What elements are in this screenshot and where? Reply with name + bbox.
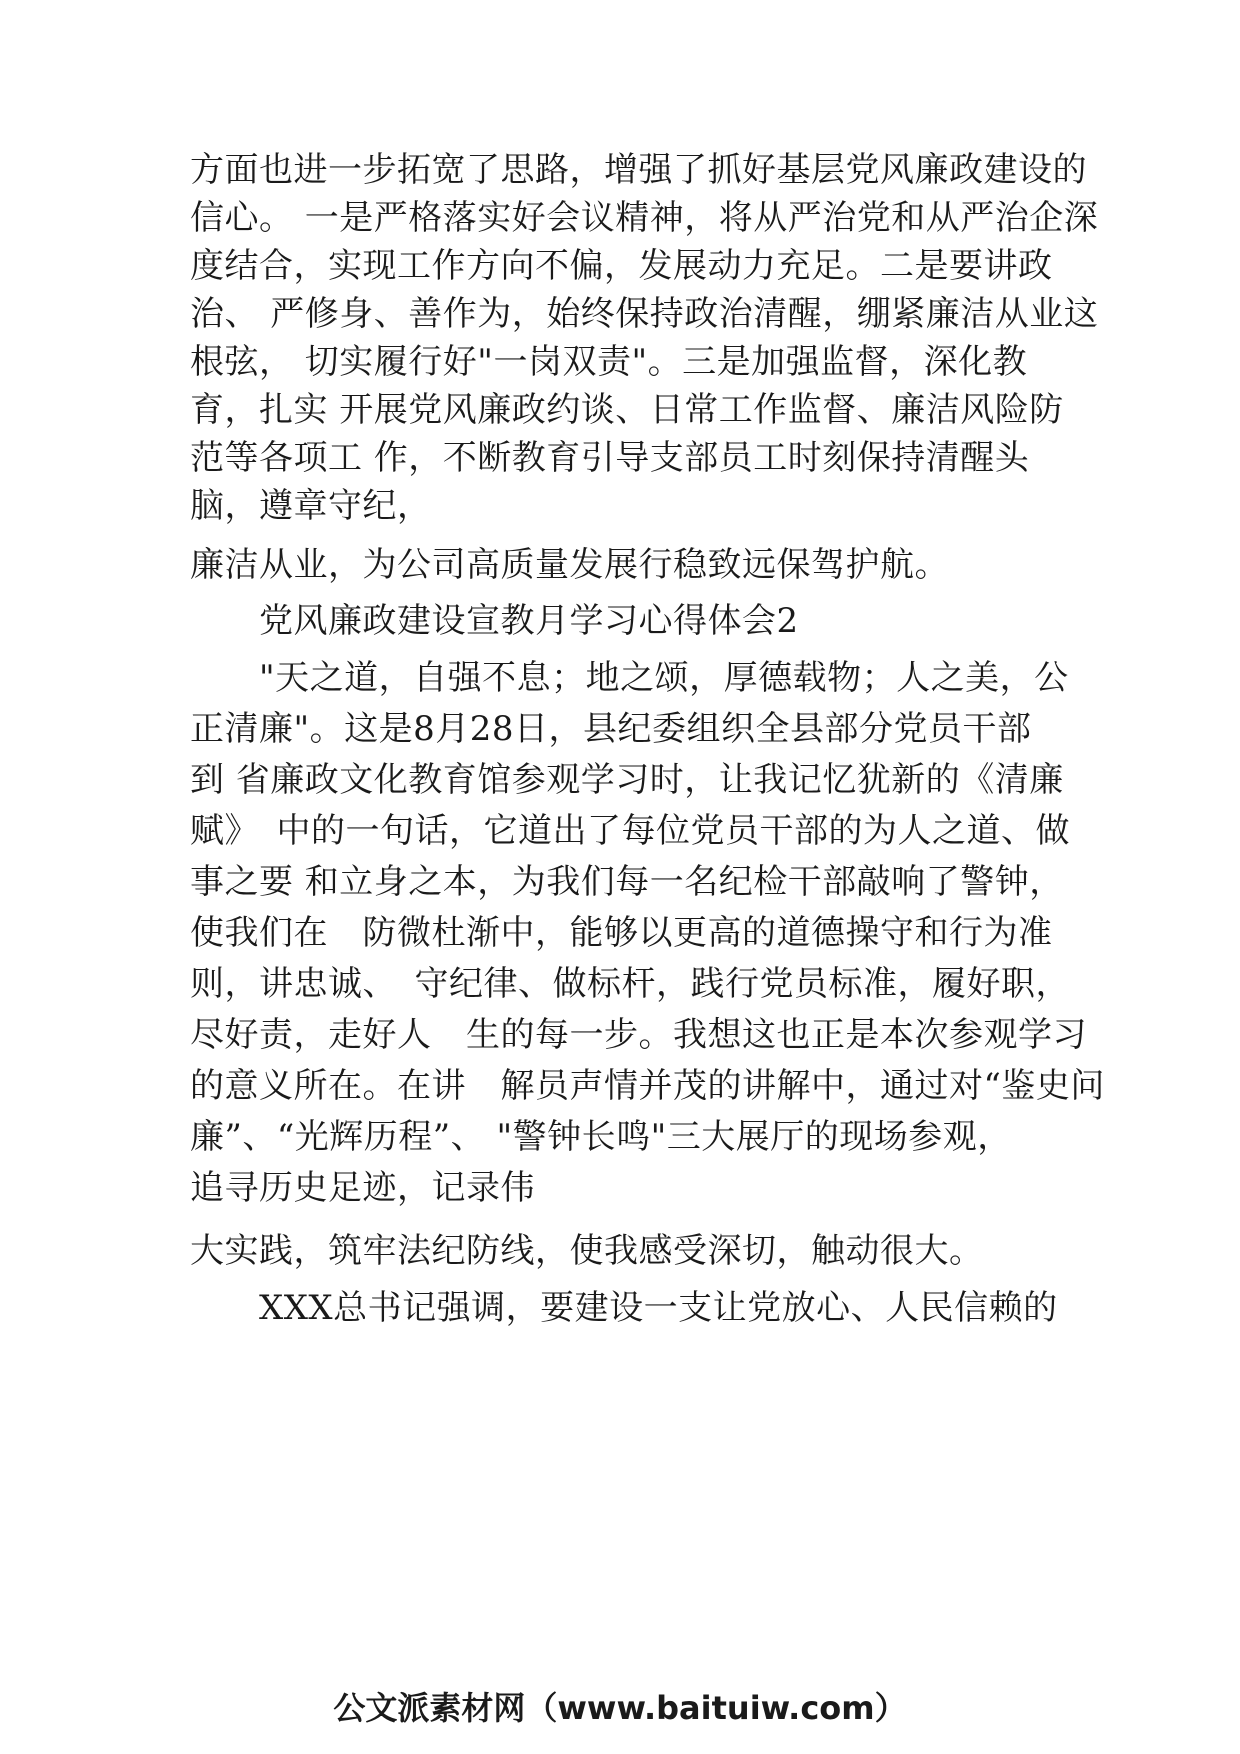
text-line: 廉洁从业，为公司高质量发展行稳致远保驾护航。 [190, 545, 949, 585]
text-line: 大实践，筑牢法纪防线，使我感受深切，触动很大。 [190, 1231, 984, 1271]
text-line: 脑，遵章守纪， [190, 486, 432, 526]
text-line: XXX总书记强调，要建设一支让党放心、人民信赖的 [190, 1288, 1058, 1328]
text-line: 赋》 中的一句话，它道出了每位党员干部的为人之道、做 [190, 811, 1070, 851]
text-line: 度结合，实现工作方向不偏，发展动力充足。二是要讲政 [190, 246, 1053, 286]
text-line: 则，讲忠诚、 守纪律、做标杆，践行党员标准，履好职， [190, 964, 1070, 1004]
text-line: 范等各项工 作，不断教育引导支部员工时刻保持清醒头 [190, 438, 1030, 478]
text-line: 事之要 和立身之本，为我们每一名纪检干部敲响了警钟， [190, 862, 1064, 902]
text-line: 正清廉"。这是8月28日，县纪委组织全县部分党员干部 [190, 709, 1032, 749]
text-line: 使我们在 防微杜渐中，能够以更高的道德操守和行为准 [190, 913, 1053, 953]
text-line: 根弦， 切实履行好"一岗双责"。三是加强监督，深化教 [190, 342, 1028, 382]
text-line: 的意义所在。在讲 解员声情并茂的讲解中，通过对“鉴史问 [190, 1066, 1105, 1106]
text-line: 信心。 一是严格落实好会议精神，将从严治党和从严治企深 [190, 198, 1099, 238]
text-line: 廉”、“光辉历程”、 "警钟长鸣"三大展厅的现场参观， [190, 1117, 1012, 1157]
text-line: 尽好责，走好人 生的每一步。我想这也正是本次参观学习 [190, 1015, 1087, 1055]
footer-source: 公文派素材网（www.baituiw.com） [333, 1689, 907, 1727]
text-line: 育，扎实 开展党风廉政约谈、日常工作监督、廉洁风险防 [190, 390, 1064, 430]
text-line: 治、 严修身、善作为，始终保持政治清醒，绷紧廉洁从业这 [190, 294, 1099, 334]
text-line: "天之道，自强不息；地之颂，厚德载物；人之美，公 [190, 658, 1069, 698]
text-line: 追寻历史足迹，记录伟 [190, 1168, 535, 1208]
section-heading: 党风廉政建设宣教月学习心得体会2 [190, 601, 799, 641]
text-line: 到 省廉政文化教育馆参观学习时，让我记忆犹新的《清廉 [190, 760, 1064, 800]
text-line: 方面也进一步拓宽了思路，增强了抓好基层党风廉政建设的 [190, 150, 1087, 190]
